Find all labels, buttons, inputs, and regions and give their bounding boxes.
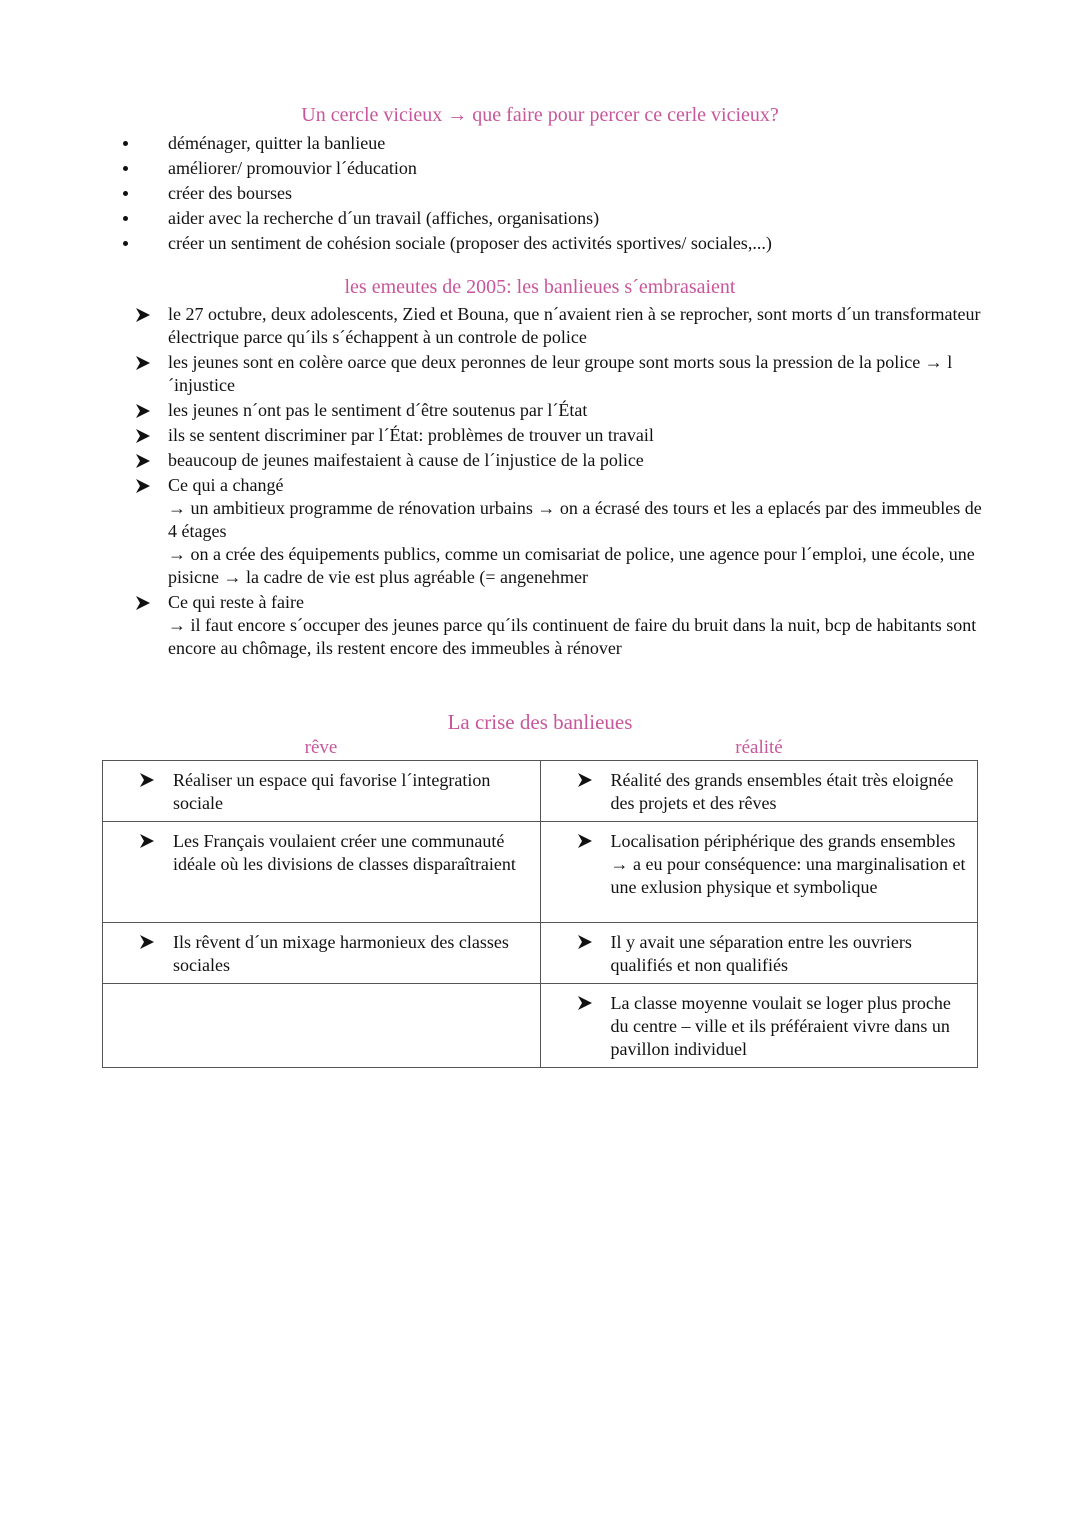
arrowhead-bullet-icon xyxy=(139,934,155,950)
table-cell-reve: Réaliser un espace qui favorise l´integration sociale xyxy=(103,761,541,822)
bullet-icon xyxy=(123,241,128,246)
arrowhead-bullet-icon xyxy=(577,934,593,950)
arrowhead-bullet-icon xyxy=(139,772,155,788)
table-cell-realite: La classe moyenne voulait se loger plus proche du centre – ville et ils préféraient vivre dans un pavillon individuel xyxy=(540,984,978,1068)
table-cell-reve: Ils rêvent d´un mixage harmonieux des classes sociales xyxy=(103,923,541,984)
arrowhead-bullet-icon xyxy=(135,403,151,419)
arrowhead-bullet-icon xyxy=(135,355,151,371)
section-title-cercle-vicieux: Un cercle vicieux → que faire pour percer ce cerle vicieux? xyxy=(301,104,779,126)
table-cell-reve-empty xyxy=(103,984,541,1068)
arrowhead-bullet-icon xyxy=(577,995,593,1011)
table-cell-reve: Les Français voulaient créer une communauté idéale où les divisions de classes disparaîtraient xyxy=(103,822,541,923)
bullet-icon xyxy=(123,141,128,146)
arrowhead-bullet-icon xyxy=(135,595,151,611)
list-item: les jeunes sont en colère oarce que deux peronnes de leur groupe sont morts sous la pression de la police → l´injustice xyxy=(135,351,985,397)
table-row xyxy=(103,923,978,984)
bullet-icon xyxy=(123,191,128,196)
list-item: les jeunes n´ont pas le sentiment d´être soutenus par l´État xyxy=(135,399,985,422)
list-item: créer un sentiment de cohésion sociale (proposer des activités sportives/ sociales,...) xyxy=(118,231,1018,256)
arrowhead-bullet-icon xyxy=(135,307,151,323)
arrow-list xyxy=(135,303,985,662)
list-item: déménager, quitter la banlieue xyxy=(118,131,1018,156)
arrowhead-bullet-icon xyxy=(139,833,155,849)
section-title-crise: La crise des banlieues xyxy=(447,710,633,734)
list-item: le 27 octubre, deux adolescents, Zied et Bouna, que n´avaient rien à se reprocher, sont morts d´un transformateur électrique parce qu´ils s´échappent à un controle de police xyxy=(135,303,985,349)
table-cell-realite: Il y avait une séparation entre les ouvriers qualifiés et non qualifiés xyxy=(540,923,978,984)
comparison-table xyxy=(102,760,978,1068)
section-title-emeutes: les emeutes de 2005: les banlieues s´embrasaient xyxy=(344,276,736,298)
bullet-icon xyxy=(123,216,128,221)
bullet-icon xyxy=(123,166,128,171)
bullet-list xyxy=(118,131,1018,256)
table-row xyxy=(103,984,978,1068)
list-item: améliorer/ promouvior l´éducation xyxy=(118,156,1018,181)
list-item: aider avec la recherche d´un travail (affiches, organisations) xyxy=(118,206,1018,231)
table-cell-realite: Localisation périphérique des grands ensembles → a eu pour conséquence: una marginalisation et une exlusion physique et symbolique xyxy=(540,822,978,923)
arrowhead-bullet-icon xyxy=(577,772,593,788)
column-header-reve: rêve xyxy=(304,737,338,758)
list-item: Ce qui reste à faire → il faut encore s´occuper des jeunes parce qu´ils continuent de faire du bruit dans la nuit, bcp de habitants sont encore au chômage, ils restent encore des immeubles à rénover xyxy=(135,591,985,660)
table-row xyxy=(103,822,978,923)
arrowhead-bullet-icon xyxy=(135,428,151,444)
column-header-realite: réalité xyxy=(735,737,783,758)
table-cell-realite: Réalité des grands ensembles était très eloignée des projets et des rêves xyxy=(540,761,978,822)
arrowhead-bullet-icon xyxy=(135,478,151,494)
list-item: Ce qui a changé → un ambitieux programme de rénovation urbains → on a écrasé des tours et les a eplacés par des immeubles de 4 étages → on a crée des équipements publics, comme un comisariat de police, une agence pour l´emploi, une école, une pisicne → la cadre de vie est plus agréable (= angenehmer xyxy=(135,474,985,589)
list-item: ils se sentent discriminer par l´État: problèmes de trouver un travail xyxy=(135,424,985,447)
list-item: créer des bourses xyxy=(118,181,1018,206)
arrowhead-bullet-icon xyxy=(577,833,593,849)
arrowhead-bullet-icon xyxy=(135,453,151,469)
list-item: beaucoup de jeunes maifestaient à cause de l´injustice de la police xyxy=(135,449,985,472)
table-row xyxy=(103,761,978,822)
